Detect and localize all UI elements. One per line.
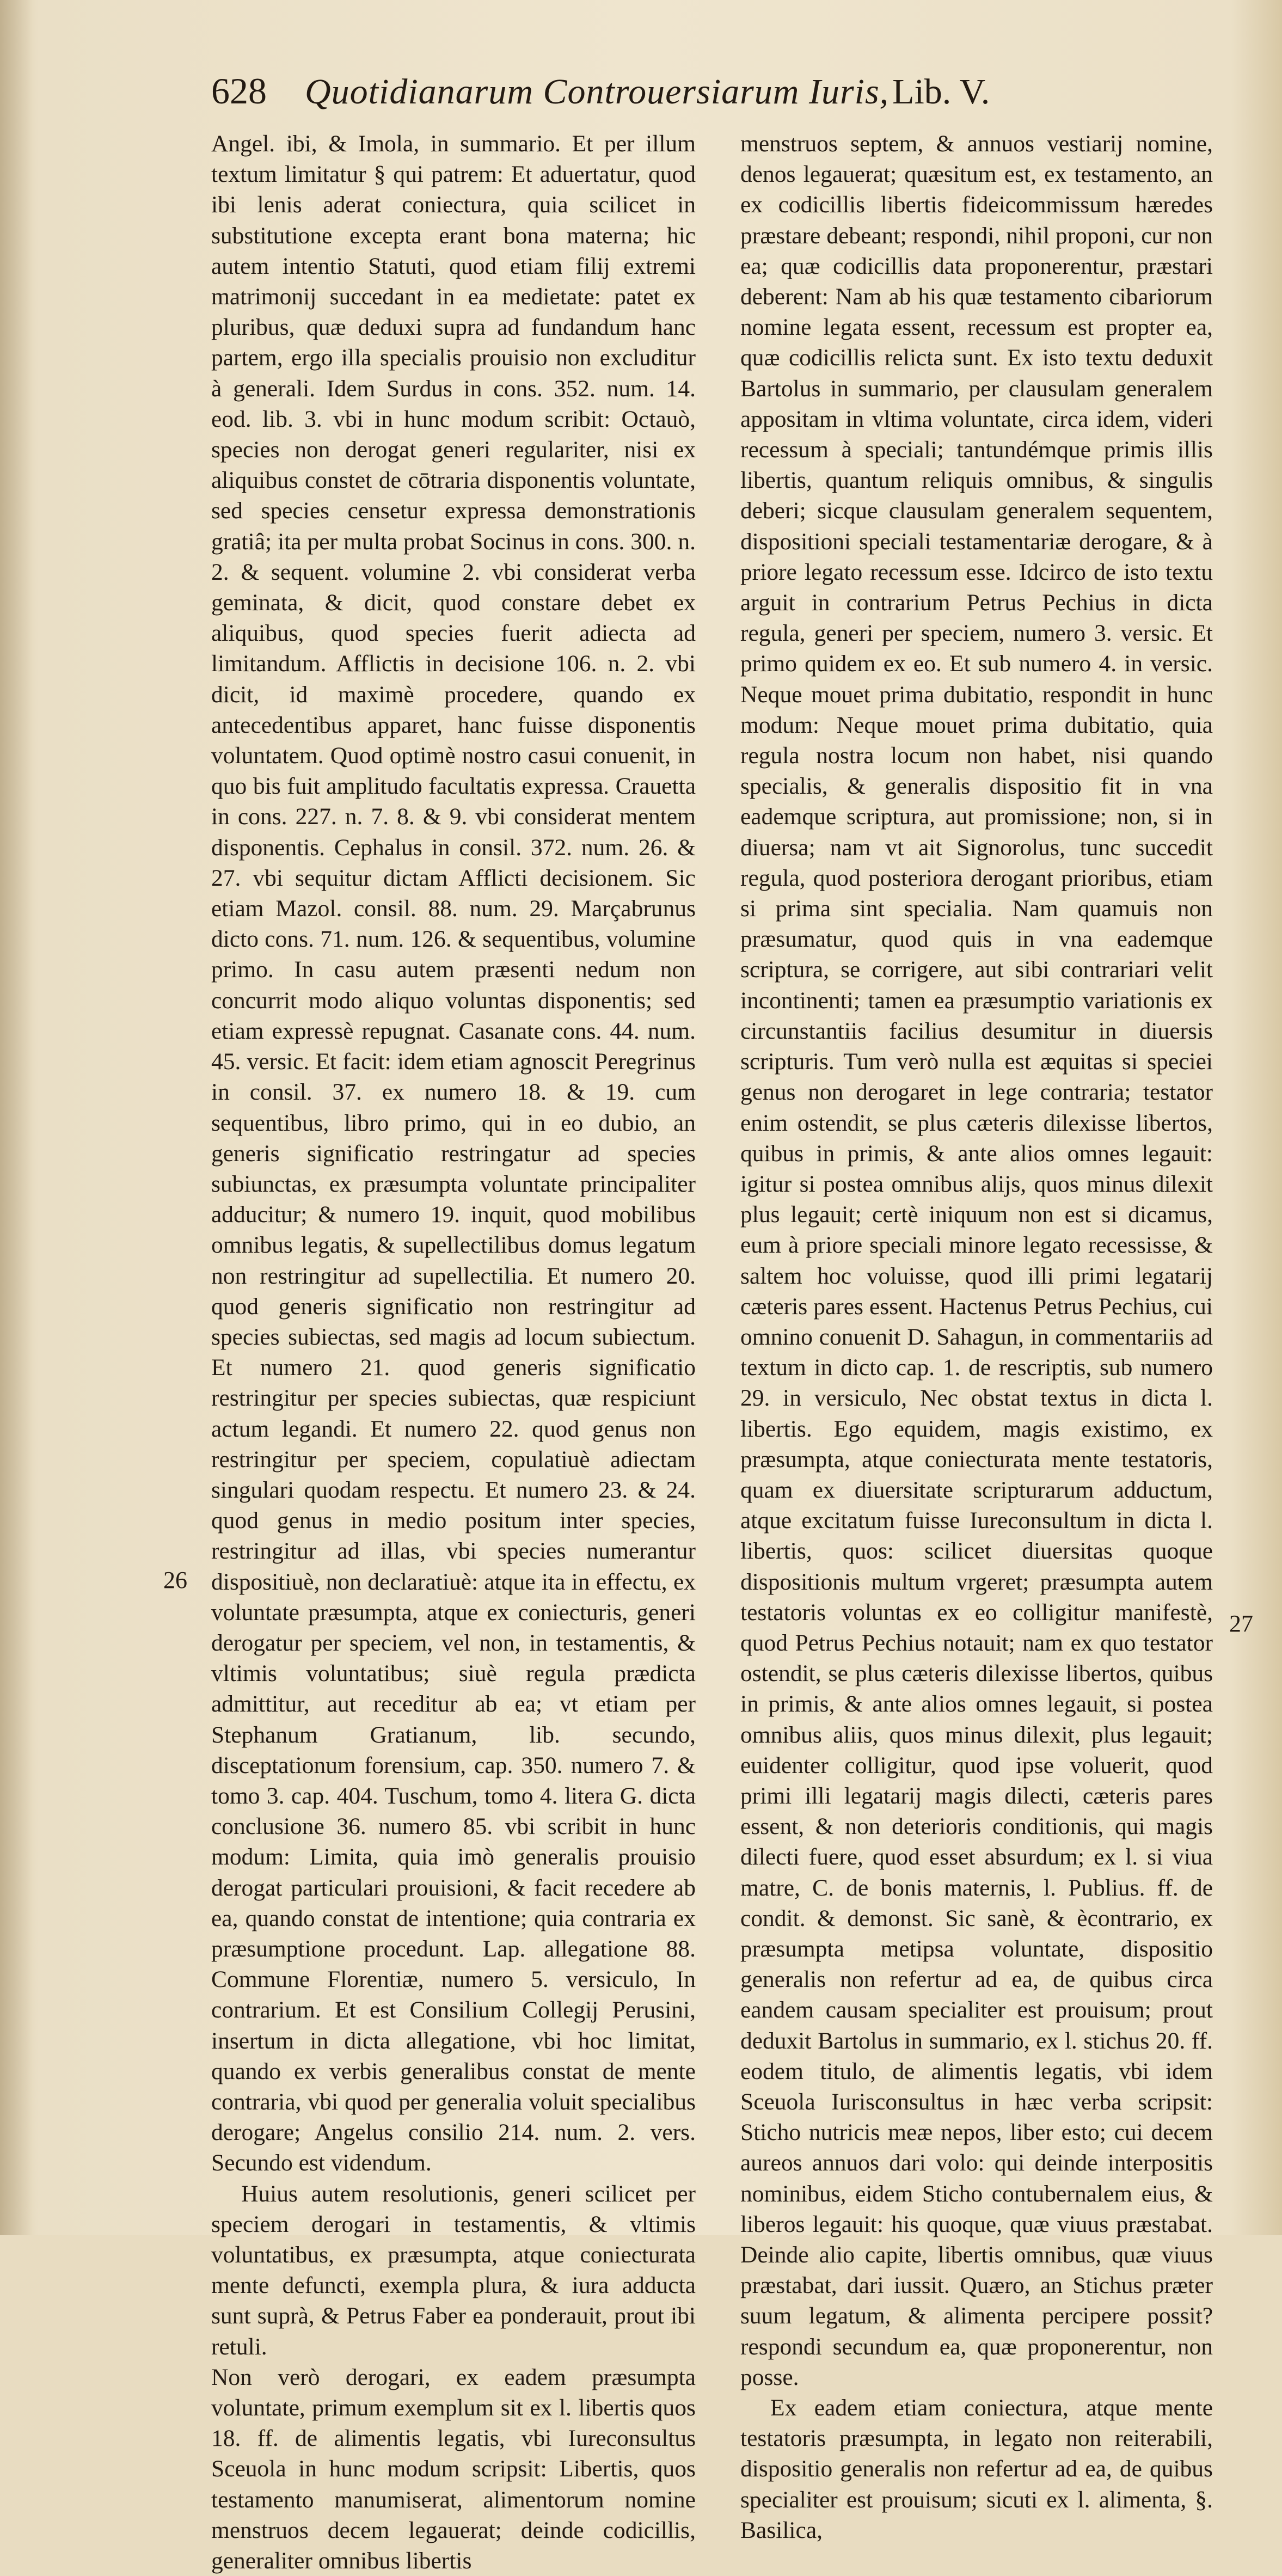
page-number: 628 [211, 70, 267, 112]
paragraph: Non verò derogari, ex eadem præsumpta voluntate, primum exemplum sit ex l. libertis quos 18. ff. de alimentis legatis, vbi Iureconsultus Sceuola in hunc modum scripsit: Libertis, quos testamento manumiserat, alimentorum nomine menstruos decem legauerat; deinde codicillis, generaliter omnibus libertis [211, 2364, 696, 2574]
page-header [211, 70, 1082, 124]
running-title: Quotidianarum Controuersiarum Iuris, [305, 72, 890, 112]
paragraph: menstruos septem, & annuos vestiarij nomine, denos legauerat; quæsitum est, ex testamento, an ex codicillis libertis fideicommissum hæredes præstare debeant; respondi, nihil proponi, cur non ea; quæ codicillis data proponerentur, præstari deberent: Nam ab his quæ testamento cibariorum nomine legata essent, recessum est propter ea, quæ codicillis relicta sunt. Ex isto textu deduxit Bartolus in summario, per clausulam generalem appositam in vltima voluntate, circa idem, videri recessum à speciali; tantundémque primis illis libertis, quantum reliquis omnibus, & singulis deberi; sicque clausulam generalem sequentem, dispositioni speciali testamentariæ derogare, & à priore legato recessum esse. Idcirco de isto textu arguit in contrarium Petrus Pechius in dicta regula, generi per speciem, numero 3. versic. Et primo quidem ex eo. Et sub numero 4. in versic. Neque mouet prima dubitatio, respondit in hunc modum: Neque mouet prima dubitatio, quia regula nostra locum non habet, nisi quando specialis, & generalis dispositio fit in vna eademque scriptura, aut promissione; non, si in diuersa; nam vt ait Signorolus, tunc succedit regula, quod posteriora derogant prioribus, etiam si prima sint specialia. Nam quamuis non præsumatur, quod quis in vna eademque scriptura, se corrigere, aut sibi contrariari velit incontinenti; tamen ea præsumptio variationis ex circunstantiis facilius desumitur in diuersis scripturis. Tum verò nulla est æquitas si speciei genus non derogaret in lege contraria; testator enim ostendit, se plus cæteris dilexisse libertos, quibus in primis, & ante alios omnes legauit: igitur si postea omnibus alijs, quos minus dilexit plus legauit; certè iniquum non est si dicamus, eum à priore speciali minore legato recessisse, & saltem hoc voluisse, quod illi primi legatarij cæteris pares essent. Hactenus Petrus Pechius, cui omnino conuenit D. Sahagun, in commentariis ad textum in dicto cap. 1. de rescriptis, sub numero 29. in versiculo, Nec obstat textus in dicta l. libertis. Ego equidem, magis existimo, ex præsumpta, atque coniecturata mente testatoris, quam ex diuersitate scripturarum adductum, atque excitatum fuisse Iureconsultum in dicta l. libertis, quos: scilicet diuersitas quoque dispositionis multum vrgeret; præsumpta autem testatoris voluntas ex eo colligitur manifestè, quod Petrus Pechius notauit; nam ex quo testator ostendit, se plus cæteris dilexisse libertos, quibus in primis, & ante alios omnes legauit, si postea omnibus aliis, quos minus dilexit, plus legauit; euidenter colligitur, quod ipse voluerit, quod primi illi legatarij magis dilecti, cæteris pares essent, & non deterioris conditionis, qui magis dilecti fuere, quod esset absurdum; ex l. si viua matre, C. de bonis maternis, l. Publius. ff. de condit. & demonst. Sic sanè, & ècontrario, ex præsumpta metipsa voluntate, dispositio generalis non refertur ad ea, de quibus circa eandem causam specialiter est prouisum; prout deduxit Bartolus in summario, ex l. stichus 20. ff. eodem titulo, de alimentis legatis, vbi idem Sceuola Iurisconsultus in hæc verba scripsit: Sticho nutricis meæ nepos, liber esto; cui decem aureos annuos dari volo: qui deinde interpositis nominibus, eidem Sticho contubernalem eius, & liberos legauit: his quoque, quæ viuus præstabat. Deinde alio capite, libertis omnibus, quæ viuus præstabat, dari iussit. Quæro, an Stichus præter suum legatum, & alimenta percipere possit? respondi secundum ea, quæ proponerentur, non posse. [740, 131, 1213, 2390]
left-column [211, 128, 696, 2574]
running-book: Lib. V. [892, 72, 990, 112]
paragraph: Angel. ibi, & Imola, in summario. Et per illum textum limitatur § qui patrem: Et aduertatur, quod ibi lenis aderat coniectura, quia scilicet in substitutione excepta erant bona materna; hic autem intentio Statuti, quod etiam filij extremi matrimonij succedant in ea medietate: patet ex pluribus, quæ deduxi supra ad fundandum hanc partem, ergo illa specialis prouisio non excluditur à generali. Idem Surdus in cons. 352. num. 14. eod. lib. 3. vbi in hunc modum scribit: Octauò, species non derogat generi regulariter, nisi ex aliquibus constet de cōtraria disponentis voluntate, sed species censetur expressa demonstrationis gratiâ; ita per multa probat Socinus in cons. 300. n. 2. & sequent. volumine 2. vbi considerat verba geminata, & dicit, quod constare debet ex aliquibus, quod species fuerit adiecta ad limitandum. Afflictis in decisione 106. n. 2. vbi dicit, id maximè procedere, quando ex antecedentibus apparet, hanc fuisse disponentis voluntatem. Quod optimè nostro casui conuenit, in quo bis fuit amplitudo facultatis expressa. Crauetta in cons. 227. n. 7. 8. & 9. vbi considerat mentem disponentis. Cephalus in consil. 372. num. 26. & 27. vbi sequitur dictam Afflicti decisionem. Sic etiam Mazol. consil. 88. num. 29. Marçabrunus dicto cons. 71. num. 126. & sequentibus, volumine primo. In casu autem præsenti nedum non concurrit modo aliquo voluntas disponentis; sed etiam expressè repugnat. Casanate cons. 44. num. 45. versic. Et facit: idem etiam agnoscit Peregrinus in consil. 37. ex numero 18. & 19. cum sequentibus, libro primo, qui in eo dubio, an generis significatio restringatur ad species subiunctas, ex præsumpta voluntate principaliter adducitur; & numero 19. inquit, quod mobilibus omnibus legatis, & supellectilibus domus legatum non restringitur ad supellectilia. Et numero 20. quod generis significatio non restringitur ad species subiectas, sed magis ad locum subiectum. Et numero 21. quod generis significatio restringitur per species subiectas, quæ respiciunt actum legandi. Et numero 22. quod genus non restringitur per speciem, copulatiuè adiectam singulari quodam respectu. Et numero 23. & 24. quod genus in medio positum inter species, restringitur ad illas, vbi species numerantur dispositiuè, non declaratiuè: atque ita in effectu, ex voluntate præsumpta, atque ex coniecturis, generi derogatur per speciem, vel non, in testamentis, & vltimis voluntatibus; siuè regula prædicta admittitur, aut receditur ab ea; vt etiam per Stephanum Gratianum, lib. secundo, disceptationum forensium, cap. 350. numero 7. & tomo 3. cap. 404. Tuschum, tomo 4. litera G. dicta conclusione 36. numero 85. vbi scribit in hunc modum: Limita, quia imò generalis prouisio derogat particulari prouisioni, & facit recedere ab ea, quando constat de intentione; quia contraria ex præsumptione procedunt. Lap. allegatione 88. Commune Florentiæ, numero 5. versiculo, In contrarium. Et est Consilium Collegij Perusini, insertum in dicta allegatione, vbi hoc limitat, quando ex verbis generalibus constat de mente contraria, vbi quod per generalia voluit specialibus derogare; Angelus consilio 214. num. 2. vers. Secundo est videndum. [211, 131, 696, 2176]
marginal-number-left: 26 [163, 1567, 187, 1593]
marginal-number-right: 27 [1229, 1610, 1253, 1637]
page-gutter-shadow [0, 0, 33, 2235]
right-column [740, 128, 1213, 2543]
paragraph: Huius autem resolutionis, generi scilicet per speciem derogari in testamentis, & vltimis voluntatibus, ex præsumpta, atque coniecturata mente defuncti, exempla plura, & iura adducta sunt suprà, & Petrus Faber ea ponderauit, prout ibi retuli. [211, 2180, 696, 2360]
paragraph: Ex eadem etiam coniectura, atque mente testatoris præsumpta, in legato non reiterabili, dispositio generalis non refertur ad ea, de quibus specialiter est prouisum; sicuti ex l. alimenta, §. Basilica, [740, 2395, 1213, 2543]
